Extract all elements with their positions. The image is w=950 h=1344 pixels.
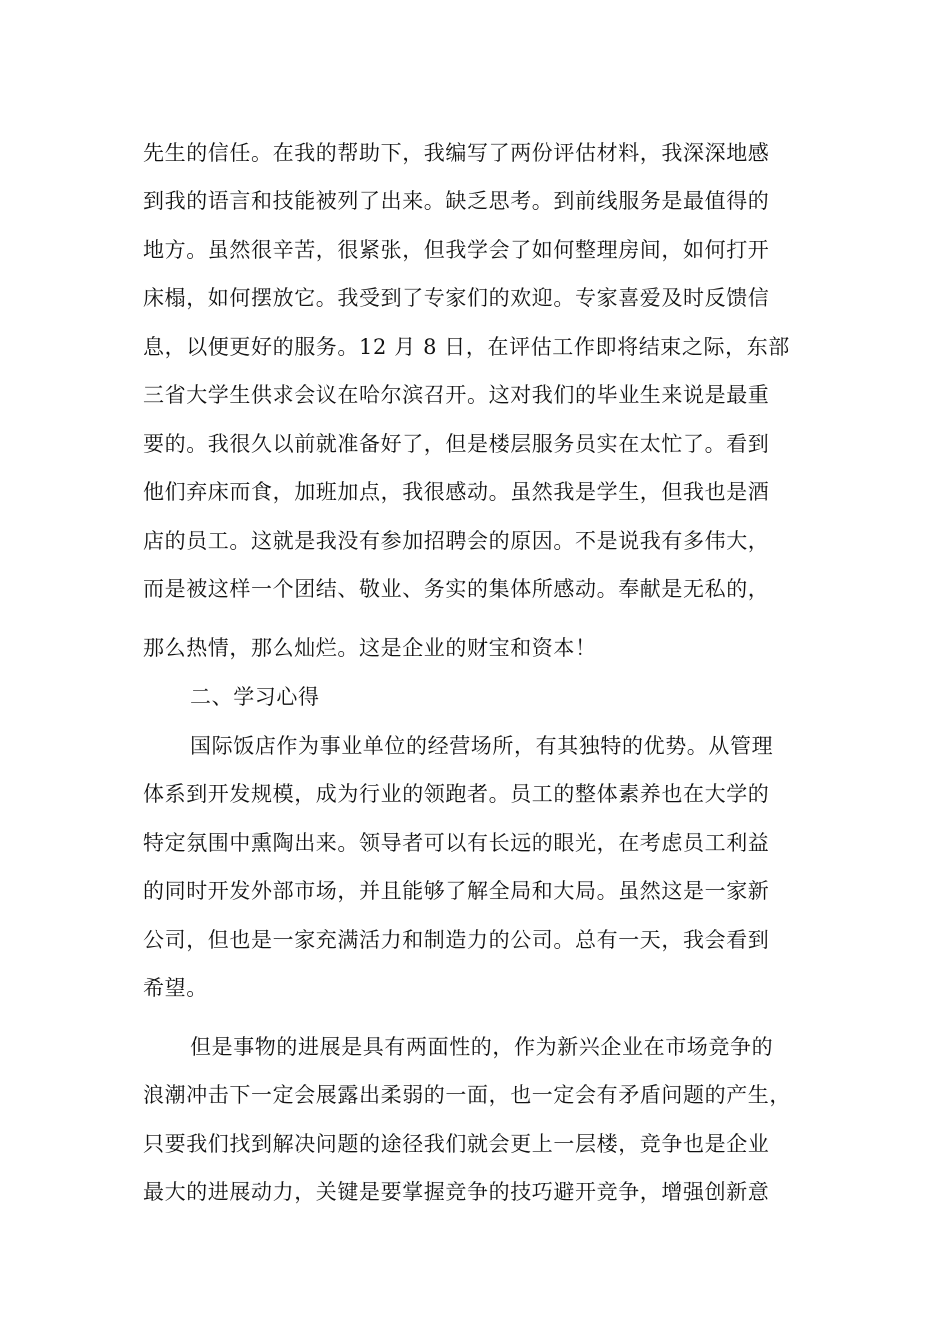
text-line: 希望。 (143, 976, 208, 1000)
text-line: 先生的信任。在我的帮助下，我编写了两份评估材料，我深深地感 (143, 141, 770, 165)
text-line: 体系到开发规模，成为行业的领跑者。员工的整体素养也在大学的 (143, 782, 770, 806)
text-line: 要的。我很久以前就准备好了，但是楼层服务员实在太忙了。看到 (143, 432, 770, 456)
text-line: 的同时开发外部市场，并且能够了解全局和大局。虽然这是一家新 (143, 879, 770, 903)
text-line: 他们弃床而食，加班加点，我很感动。虽然我是学生，但我也是酒 (143, 480, 770, 504)
text-line: 三省大学生供求会议在哈尔滨召开。这对我们的毕业生来说是最重 (143, 383, 770, 407)
text-line: 地方。虽然很辛苦，很紧张，但我学会了如何整理房间，如何打开 (143, 238, 770, 262)
text-line: 床榻，如何摆放它。我受到了专家们的欢迎。专家喜爱及时反馈信 (143, 286, 770, 310)
text-line: 只要我们找到解决问题的途径我们就会更上一层楼，竞争也是企业 (143, 1132, 770, 1156)
text-line: 最大的进展动力，关键是要掌握竞争的技巧避开竞争，增强创新意 (143, 1180, 770, 1204)
paragraph-first-line: 国际饭店作为事业单位的经营场所，有其独特的优势。从管理 (190, 734, 774, 758)
paragraph-first-line: 但是事物的进展是具有两面性的，作为新兴企业在市场竞争的 (190, 1035, 774, 1059)
text-line: 店的员工。这就是我没有参加招聘会的原因。不是说我有多伟大， (143, 529, 770, 553)
text-line: 到我的语言和技能被列了出来。缺乏思考。到前线服务是最值得的 (143, 189, 770, 213)
text-line: 特定氛围中熏陶出来。领导者可以有长远的眼光，在考虑员工利益 (143, 831, 770, 855)
text-line: 浪潮冲击下一定会展露出柔弱的一面，也一定会有矛盾问题的产生， (143, 1083, 791, 1107)
text-line: 那么热情，那么灿烂。这是企业的财宝和资本！ (143, 636, 597, 660)
text-line: 公司，但也是一家充满活力和制造力的公司。总有一天，我会看到 (143, 928, 770, 952)
section-heading: 二、学习心得 (190, 685, 320, 709)
text-line: 息，以便更好的服务。12 月 8 日，在评估工作即将结束之际，东部 (143, 335, 790, 359)
text-line: 而是被这样一个团结、敬业、务实的集体所感动。奉献是无私的， (143, 577, 770, 601)
